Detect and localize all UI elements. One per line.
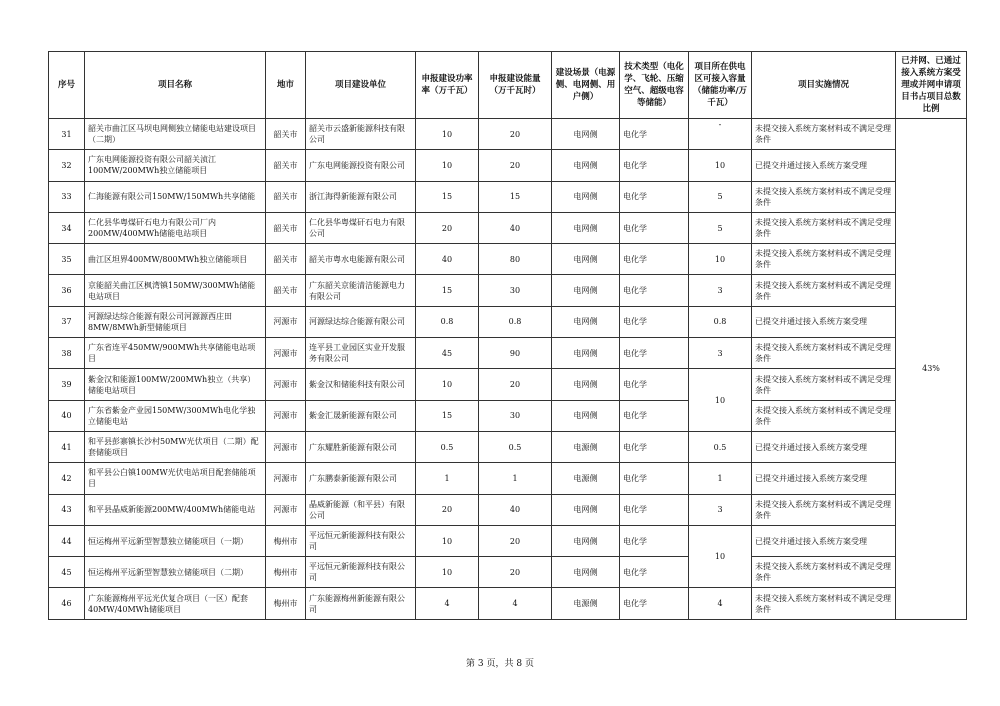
- row-no: 38: [49, 338, 85, 369]
- row-status: 未提交接入系统方案材料或不满足受理条件: [752, 181, 896, 212]
- row-unit: 紫金汇晟新能源有限公司: [306, 400, 416, 431]
- row-city: 河源市: [266, 306, 306, 337]
- row-tech: 电化学: [620, 494, 689, 525]
- row-name: 广东省连平450MW/900MWh共享储能电站项目: [85, 338, 266, 369]
- row-capacity: 4: [689, 588, 752, 619]
- row-city: 韶关市: [266, 275, 306, 306]
- row-name: 恒运梅州平远新型智慧独立储能项目（一期）: [85, 525, 266, 556]
- row-scene: 电网侧: [552, 338, 620, 369]
- row-tech: 电化学: [620, 119, 689, 150]
- row-status: 未提交接入系统方案材料或不满足受理条件: [752, 588, 896, 619]
- row-capacity: 10: [689, 369, 752, 432]
- row-city: 河源市: [266, 369, 306, 400]
- row-capacity: 10: [689, 525, 752, 588]
- row-tech: 电化学: [620, 212, 689, 243]
- row-scene: 电源侧: [552, 588, 620, 619]
- table-row: [49, 557, 967, 588]
- row-unit: 广东韶关京能清洁能源电力有限公司: [306, 275, 416, 306]
- row-status: 未提交接入系统方案材料或不满足受理条件: [752, 369, 896, 400]
- row-city: 河源市: [266, 431, 306, 462]
- row-city: 河源市: [266, 494, 306, 525]
- table-row: [49, 338, 967, 369]
- table-row: [49, 275, 967, 306]
- page-footer: 第 3 页，共 8 页: [466, 659, 534, 669]
- row-name: 仁化县华粤煤矸石电力有限公司厂内200MW/400MWh储能电站项目: [85, 212, 266, 243]
- row-scene: 电网侧: [552, 150, 620, 181]
- row-scene: 电网侧: [552, 400, 620, 431]
- row-energy: 1: [479, 463, 552, 494]
- header-energy: 申报建设能量（万千瓦时）: [479, 52, 552, 119]
- row-energy: 20: [479, 557, 552, 588]
- row-tech: 电化学: [620, 181, 689, 212]
- row-tech: 电化学: [620, 150, 689, 181]
- project-table: [48, 51, 967, 620]
- row-city: 韶关市: [266, 244, 306, 275]
- table-row: [49, 306, 967, 337]
- row-power: 15: [416, 275, 479, 306]
- row-name: 曲江区坦界400MW/800MWh独立储能项目: [85, 244, 266, 275]
- header-power: 申报建设功率率（万千瓦）: [416, 52, 479, 119]
- row-status: 已提交并通过接入系统方案受理: [752, 150, 896, 181]
- row-power: 15: [416, 400, 479, 431]
- row-city: 河源市: [266, 463, 306, 494]
- row-city: 梅州市: [266, 557, 306, 588]
- row-unit: 浙江海得新能源有限公司: [306, 181, 416, 212]
- row-capacity: -: [689, 119, 752, 150]
- table-row: [49, 369, 967, 400]
- header-city: 地市: [266, 52, 306, 119]
- row-energy: 20: [479, 525, 552, 556]
- row-city: 韶关市: [266, 212, 306, 243]
- header-scene: 建设场景（电源侧、电网侧、用户侧）: [552, 52, 620, 119]
- row-scene: 电网侧: [552, 275, 620, 306]
- row-city: 韶关市: [266, 181, 306, 212]
- row-capacity: 1: [689, 463, 752, 494]
- row-unit: 河源绿达综合能源有限公司: [306, 306, 416, 337]
- row-scene: 电网侧: [552, 557, 620, 588]
- row-no: 37: [49, 306, 85, 337]
- row-no: 40: [49, 400, 85, 431]
- row-name: 和平县彭寨镇长沙村50MW光伏项目（二期）配套储能项目: [85, 431, 266, 462]
- row-capacity: 0.8: [689, 306, 752, 337]
- row-energy: 20: [479, 369, 552, 400]
- table-row: [49, 119, 967, 150]
- row-energy: 40: [479, 494, 552, 525]
- row-unit: 紫金汉和储能科技有限公司: [306, 369, 416, 400]
- header-status: 项目实施情况: [752, 52, 896, 119]
- row-status: 已提交并通过接入系统方案受理: [752, 525, 896, 556]
- row-city: 河源市: [266, 400, 306, 431]
- row-status: 未提交接入系统方案材料或不满足受理条件: [752, 338, 896, 369]
- row-energy: 40: [479, 212, 552, 243]
- row-power: 10: [416, 119, 479, 150]
- row-name: 广东电网能源投资有限公司韶关浈江100MW/200MWh独立储能项目: [85, 150, 266, 181]
- row-city: 梅州市: [266, 588, 306, 619]
- row-scene: 电网侧: [552, 119, 620, 150]
- row-status: 未提交接入系统方案材料或不满足受理条件: [752, 212, 896, 243]
- row-name: 仁海能源有限公司150MW/150MWh共享储能: [85, 181, 266, 212]
- header-row: [49, 52, 967, 119]
- row-capacity: 5: [689, 212, 752, 243]
- row-capacity: 3: [689, 275, 752, 306]
- header-name: 项目名称: [85, 52, 266, 119]
- row-scene: 电源侧: [552, 463, 620, 494]
- row-status: 已提交并通过接入系统方案受理: [752, 306, 896, 337]
- row-energy: 20: [479, 119, 552, 150]
- row-power: 0.8: [416, 306, 479, 337]
- row-tech: 电化学: [620, 400, 689, 431]
- row-unit: 广东电网能源投资有限公司: [306, 150, 416, 181]
- table-row: [49, 212, 967, 243]
- ratio-cell: 43%: [896, 119, 967, 620]
- row-power: 0.5: [416, 431, 479, 462]
- row-name: 河源绿达综合能源有限公司河源源西庄田8MW/8MWh新型储能项目: [85, 306, 266, 337]
- table-row: [49, 150, 967, 181]
- row-unit: 广东能源梅州新能源有限公司: [306, 588, 416, 619]
- row-no: 36: [49, 275, 85, 306]
- row-energy: 30: [479, 275, 552, 306]
- row-tech: 电化学: [620, 275, 689, 306]
- row-tech: 电化学: [620, 463, 689, 494]
- row-capacity: 3: [689, 494, 752, 525]
- row-tech: 电化学: [620, 369, 689, 400]
- row-status: 未提交接入系统方案材料或不满足受理条件: [752, 275, 896, 306]
- row-energy: 80: [479, 244, 552, 275]
- row-name: 广东省紫金产业园150MW/300MWh电化学独立储能电站: [85, 400, 266, 431]
- row-no: 33: [49, 181, 85, 212]
- row-name: 韶关市曲江区马坝电网侧独立储能电站建设项目（二期）: [85, 119, 266, 150]
- row-tech: 电化学: [620, 431, 689, 462]
- header-tech: 技术类型（电化学、飞轮、压缩空气、超级电容等储能）: [620, 52, 689, 119]
- table-row: [49, 181, 967, 212]
- header-capacity: 项目所在供电区可接入容量（储能功率/万千瓦）: [689, 52, 752, 119]
- row-unit: 广东耀胜新能源有限公司: [306, 431, 416, 462]
- row-tech: 电化学: [620, 588, 689, 619]
- row-unit: 广东鹏泰新能源有限公司: [306, 463, 416, 494]
- row-scene: 电网侧: [552, 244, 620, 275]
- row-status: 已提交并通过接入系统方案受理: [752, 463, 896, 494]
- row-status: 未提交接入系统方案材料或不满足受理条件: [752, 119, 896, 150]
- row-energy: 0.5: [479, 431, 552, 462]
- row-no: 46: [49, 588, 85, 619]
- table-row: [49, 400, 967, 431]
- row-energy: 4: [479, 588, 552, 619]
- row-name: 和平县公白镇100MW光伏电站项目配套储能项目: [85, 463, 266, 494]
- row-energy: 15: [479, 181, 552, 212]
- row-city: 河源市: [266, 338, 306, 369]
- row-energy: 20: [479, 150, 552, 181]
- row-tech: 电化学: [620, 557, 689, 588]
- row-no: 45: [49, 557, 85, 588]
- row-status: 未提交接入系统方案材料或不满足受理条件: [752, 494, 896, 525]
- row-name: 广东能源梅州平远光伏复合项目（一区）配套40MW/40MWh储能项目: [85, 588, 266, 619]
- row-unit: 连平县工业园区实业开发服务有限公司: [306, 338, 416, 369]
- row-no: 31: [49, 119, 85, 150]
- row-power: 45: [416, 338, 479, 369]
- header-unit: 项目建设单位: [306, 52, 416, 119]
- header-ratio: 已并网、已通过接入系统方案受理或并网申请项目书占项目总数比例: [896, 52, 967, 119]
- row-scene: 电网侧: [552, 369, 620, 400]
- row-status: 已提交并通过接入系统方案受理: [752, 431, 896, 462]
- row-scene: 电网侧: [552, 212, 620, 243]
- row-tech: 电化学: [620, 306, 689, 337]
- row-city: 梅州市: [266, 525, 306, 556]
- row-name: 京能韶关曲江区枫湾镇150MW/300MWh储能电站项目: [85, 275, 266, 306]
- row-scene: 电网侧: [552, 181, 620, 212]
- row-capacity: 0.5: [689, 431, 752, 462]
- row-no: 42: [49, 463, 85, 494]
- row-unit: 韶关市粤水电能源有限公司: [306, 244, 416, 275]
- table-row: [49, 431, 967, 462]
- row-city: 韶关市: [266, 150, 306, 181]
- table-row: [49, 244, 967, 275]
- row-unit: 平远恒元新能源科技有限公司: [306, 525, 416, 556]
- row-energy: 90: [479, 338, 552, 369]
- row-name: 和平县晶威新能源200MW/400MWh储能电站: [85, 494, 266, 525]
- row-unit: 韶关市云盛新能源科技有限公司: [306, 119, 416, 150]
- row-unit: 平远恒元新能源科技有限公司: [306, 557, 416, 588]
- row-no: 35: [49, 244, 85, 275]
- row-power: 40: [416, 244, 479, 275]
- table-row: [49, 463, 967, 494]
- row-power: 10: [416, 369, 479, 400]
- row-unit: 仁化县华粤煤矸石电力有限公司: [306, 212, 416, 243]
- header-no: 序号: [49, 52, 85, 119]
- row-status: 未提交接入系统方案材料或不满足受理条件: [752, 557, 896, 588]
- row-power: 10: [416, 557, 479, 588]
- row-scene: 电网侧: [552, 525, 620, 556]
- table-row: [49, 525, 967, 556]
- row-no: 39: [49, 369, 85, 400]
- row-capacity: 3: [689, 338, 752, 369]
- row-unit: 晶威新能源（和平县）有限公司: [306, 494, 416, 525]
- row-capacity: 10: [689, 244, 752, 275]
- row-city: 韶关市: [266, 119, 306, 150]
- row-energy: 30: [479, 400, 552, 431]
- row-no: 32: [49, 150, 85, 181]
- row-tech: 电化学: [620, 338, 689, 369]
- table-row: [49, 494, 967, 525]
- row-power: 20: [416, 212, 479, 243]
- row-tech: 电化学: [620, 525, 689, 556]
- row-power: 15: [416, 181, 479, 212]
- row-energy: 0.8: [479, 306, 552, 337]
- row-capacity: 5: [689, 181, 752, 212]
- row-no: 43: [49, 494, 85, 525]
- row-name: 恒运梅州平远新型智慧独立储能项目（二期）: [85, 557, 266, 588]
- row-scene: 电源侧: [552, 431, 620, 462]
- row-status: 未提交接入系统方案材料或不满足受理条件: [752, 244, 896, 275]
- row-power: 1: [416, 463, 479, 494]
- row-capacity: 10: [689, 150, 752, 181]
- row-name: 紫金汉和能源100MW/200MWh独立（共享）储能电站项目: [85, 369, 266, 400]
- row-scene: 电网侧: [552, 306, 620, 337]
- table-row: [49, 588, 967, 619]
- row-power: 10: [416, 150, 479, 181]
- row-power: 10: [416, 525, 479, 556]
- row-no: 41: [49, 431, 85, 462]
- row-no: 44: [49, 525, 85, 556]
- row-no: 34: [49, 212, 85, 243]
- row-power: 20: [416, 494, 479, 525]
- row-status: 未提交接入系统方案材料或不满足受理条件: [752, 400, 896, 431]
- row-tech: 电化学: [620, 244, 689, 275]
- row-scene: 电网侧: [552, 494, 620, 525]
- row-power: 4: [416, 588, 479, 619]
